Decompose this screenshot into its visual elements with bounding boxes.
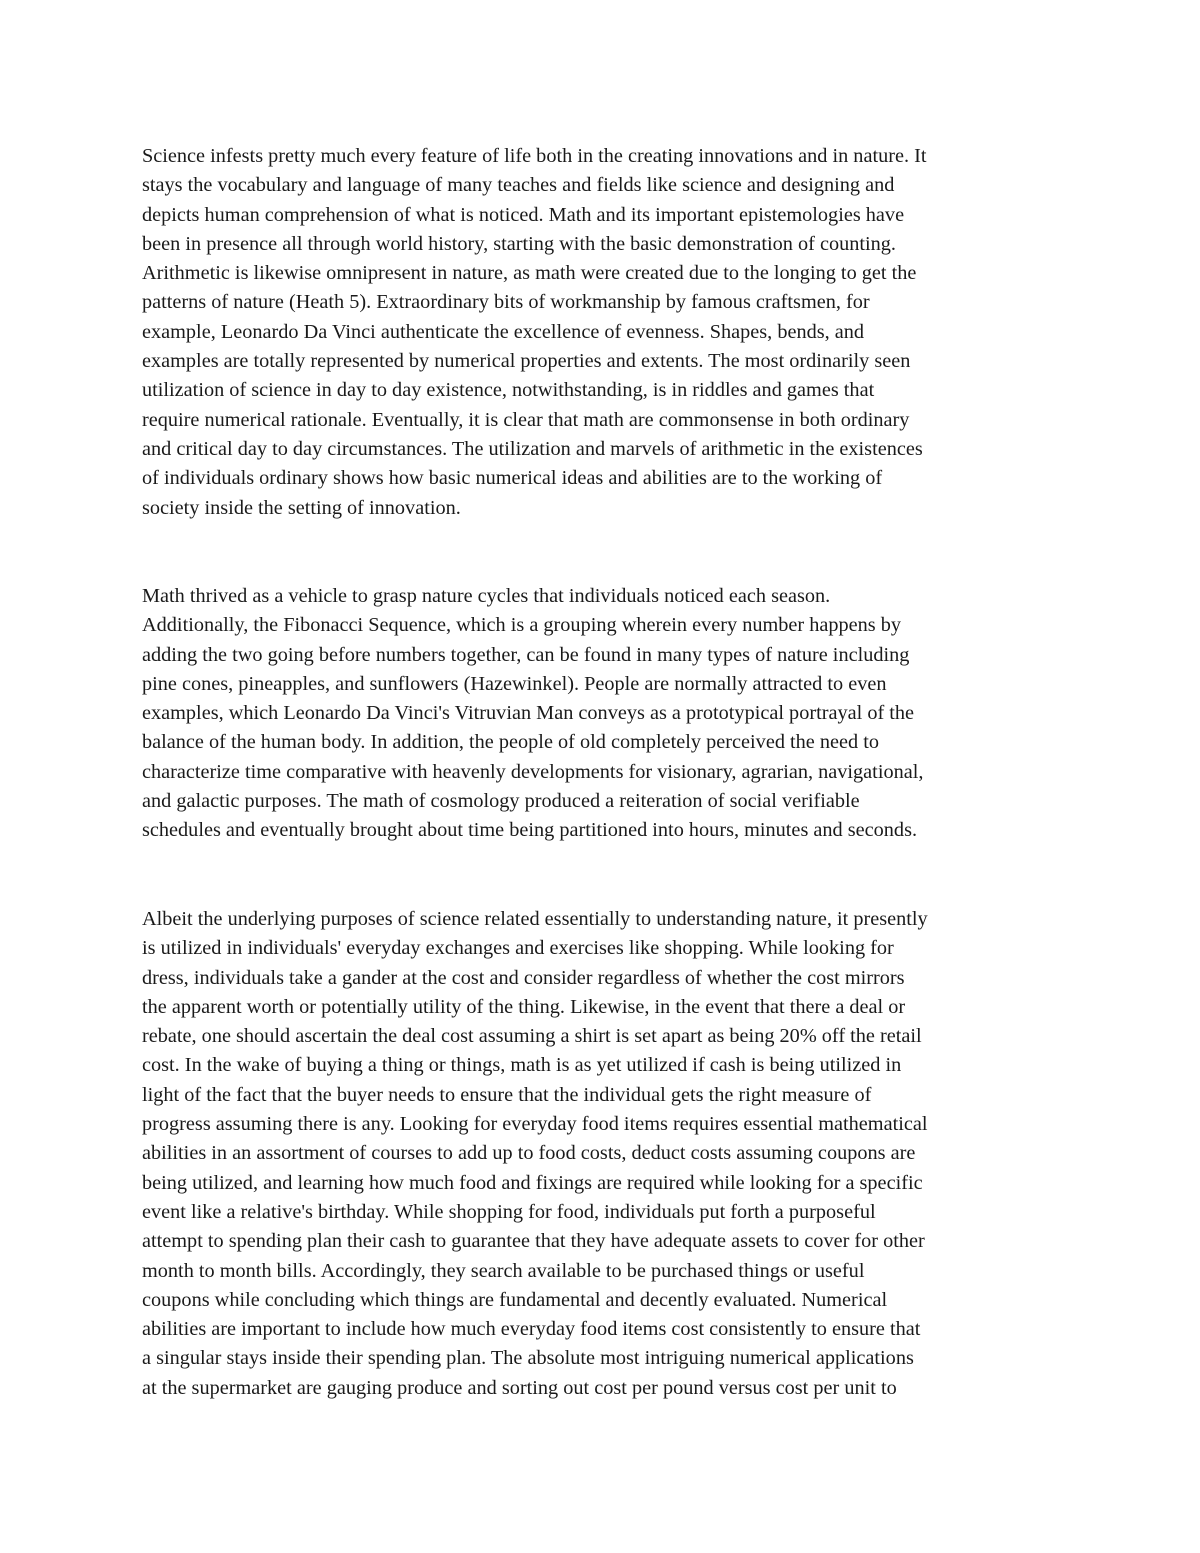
text-line: Arithmetic is likewise omnipresent in nature, as math were created due to the longing to get the bbox=[142, 262, 917, 285]
text-line: Additionally, the Fibonacci Sequence, which is a grouping wherein every number happens by bbox=[142, 614, 902, 637]
text-line: event like a relative's birthday. While shopping for food, individuals put forth a purposeful bbox=[142, 1200, 876, 1223]
text-line: month to month bills. Accordingly, they search available to be purchased things or useful bbox=[142, 1259, 865, 1282]
text-line: of individuals ordinary shows how basic numerical ideas and abilities are to the working of bbox=[142, 467, 883, 490]
text-line: society inside the setting of innovation. bbox=[142, 496, 461, 519]
text-line: the apparent worth or potentially utility of the thing. Likewise, in the event that there a deal or bbox=[142, 995, 906, 1018]
paragraph-2 bbox=[142, 582, 1062, 846]
text-line: Math thrived as a vehicle to grasp nature cycles that individuals noticed each season. bbox=[142, 585, 831, 607]
text-line: examples, which Leonardo Da Vinci's Vitruvian Man conveys as a prototypical portrayal of the bbox=[142, 702, 915, 725]
text-line: characterize time comparative with heavenly developments for visionary, agrarian, navigational, bbox=[142, 760, 924, 783]
text-line: require numerical rationale. Eventually, it is clear that math are commonsense in both ordinary bbox=[142, 408, 910, 431]
text-line: being utilized, and learning how much food and fixings are required while looking for a specific bbox=[142, 1171, 923, 1194]
paragraph-1 bbox=[142, 142, 1062, 523]
text-line: light of the fact that the buyer needs to ensure that the individual gets the right measure of bbox=[142, 1083, 872, 1106]
text-line: abilities are important to include how much everyday food items cost consistently to ensure that bbox=[142, 1318, 921, 1341]
text-line: coupons while concluding which things are fundamental and decently evaluated. Numerical bbox=[142, 1288, 888, 1311]
text-line: and critical day to day circumstances. The utilization and marvels of arithmetic in the existences bbox=[142, 437, 923, 460]
text-line: balance of the human body. In addition, the people of old completely perceived the need to bbox=[142, 731, 880, 754]
text-line: attempt to spending plan their cash to guarantee that they have adequate assets to cover for other bbox=[142, 1230, 925, 1253]
paragraph-3 bbox=[142, 905, 1062, 1403]
text-line: utilization of science in day to day existence, notwithstanding, is in riddles and games that bbox=[142, 379, 875, 402]
text-line: been in presence all through world history, starting with the basic demonstration of counting. bbox=[142, 232, 896, 255]
text-line: examples are totally represented by numerical properties and extents. The most ordinarily seen bbox=[142, 350, 911, 373]
text-line: is utilized in individuals' everyday exchanges and exercises like shopping. While looking for bbox=[142, 937, 894, 960]
text-line: rebate, one should ascertain the deal cost assuming a shirt is set apart as being 20% off the retail bbox=[142, 1025, 922, 1048]
text-line: depicts human comprehension of what is noticed. Math and its important epistemologies have bbox=[142, 203, 905, 226]
text-line: progress assuming there is any. Looking for everyday food items requires essential mathematical bbox=[142, 1113, 928, 1136]
text-line: cost. In the wake of buying a thing or things, math is as yet utilized if cash is being utilized in bbox=[142, 1054, 902, 1077]
text-line: and galactic purposes. The math of cosmology produced a reiteration of social verifiable bbox=[142, 790, 860, 813]
text-line: dress, individuals take a gander at the cost and consider regardless of whether the cost mirrors bbox=[142, 966, 905, 989]
text-line: adding the two going before numbers together, can be found in many types of nature including bbox=[142, 643, 910, 666]
text-line: Science infests pretty much every feature of life both in the creating innovations and in nature. It bbox=[142, 145, 927, 167]
text-line: at the supermarket are gauging produce and sorting out cost per pound versus cost per unit to bbox=[142, 1376, 897, 1399]
text-line: example, Leonardo Da Vinci authenticate the excellence of evenness. Shapes, bends, and bbox=[142, 320, 865, 343]
text-line: Albeit the underlying purposes of science related essentially to understanding nature, it presently bbox=[142, 908, 928, 930]
text-line: a singular stays inside their spending plan. The absolute most intriguing numerical applications bbox=[142, 1347, 914, 1370]
text-line: patterns of nature (Heath 5). Extraordinary bits of workmanship by famous craftsmen, for bbox=[142, 291, 870, 314]
text-line: stays the vocabulary and language of many teaches and fields like science and designing and bbox=[142, 174, 895, 197]
text-line: pine cones, pineapples, and sunflowers (Hazewinkel). People are normally attracted to even bbox=[142, 672, 887, 695]
text-line: abilities in an assortment of courses to add up to food costs, deduct costs assuming coupons are bbox=[142, 1142, 916, 1165]
text-line: schedules and eventually brought about time being partitioned into hours, minutes and seconds. bbox=[142, 819, 918, 842]
